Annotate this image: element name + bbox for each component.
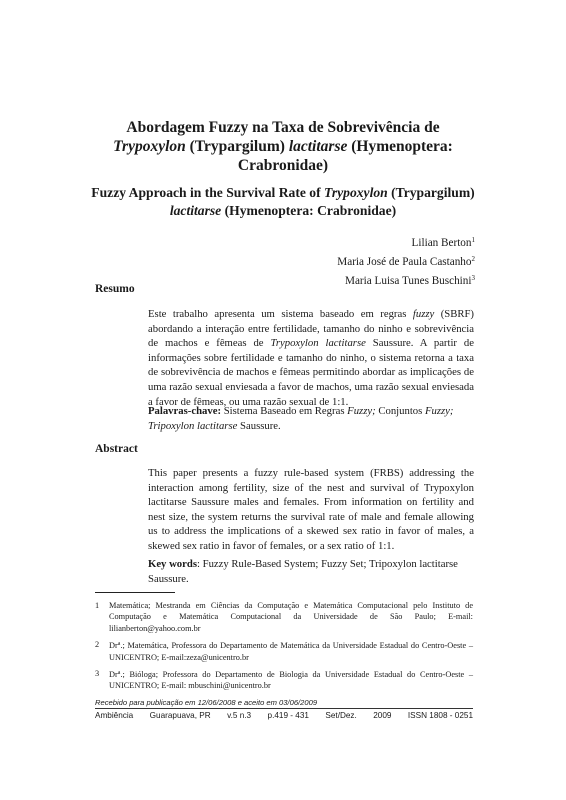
key-words: Key words: Fuzzy Rule-Based System; Fuzzy Set; Tripoxylon lactitarse Saussure.: [148, 558, 458, 585]
title-en-line-2: lactitarse (Hymenoptera: Crabronidae): [169, 203, 397, 218]
title-pt-line-2: Trypoxylon (Trypargilum) lactitarse (Hymenoptera:: [113, 138, 453, 155]
footer-year: 2009: [373, 711, 392, 720]
title-pt-line-1: Abordagem Fuzzy na Taxa de Sobrevivência de: [126, 119, 440, 136]
palavras-chave: Palavras-chave: Sistema Baseado em Regras Fuzzy; Conjuntos Fuzzy; Tripoxylon lactitarse Saussure.: [148, 405, 454, 432]
footnote-separator: [95, 592, 175, 593]
footer-city: Guarapuava, PR: [149, 711, 211, 720]
abstract-body: This paper presents a fuzzy rule-based system (FRBS) addressing the interaction among fertility, size of the nest and survival of Trypoxylon lactitarse Saussure males and females. From information on fertility and nest size, the system returns the survival rate of male and female allowing us to address the implications of a skewed sex ratio in favor of males, a skewed sex ratio in favor of females, or a sex ratio of 1:1.: [148, 467, 474, 552]
title-en-line-1: Fuzzy Approach in the Survival Rate of Trypoxylon (Trypargilum): [91, 185, 475, 200]
abstract-heading: Abstract: [95, 443, 138, 455]
footnote-3: 3 Dr$^a$.; Bióloga; Professora do Departamento de Biologia da Universidade Estadual do Centro-Oeste – UNICENTRO; E-mail: mbuschini@unicentro.br: [95, 669, 473, 691]
title-portuguese: [60, 118, 506, 175]
resumo-heading: Resumo: [95, 283, 135, 295]
footer-issn: ISSN 1808 - 0251: [407, 711, 473, 720]
author-2: Maria José de Paula Castanho$^2$: [337, 255, 475, 268]
footer-rule: [95, 708, 473, 709]
footnote-1: 1 Matemática; Mestranda em Ciências da Computação e Matemática Computacional pelo Instituto de Computação e Matemática Computacional da Universidade de São Paulo; E-mail: lilianberton@yahoo.com.br: [95, 601, 473, 633]
footer-journal: Ambiência: [95, 711, 134, 720]
author-1: Lilian Berton$^1$: [411, 236, 475, 249]
footnotes: [95, 600, 473, 697]
received-date: Recebido para publicação em 12/06/2008 e aceito em 03/06/2009: [95, 698, 318, 707]
journal-footer: [95, 711, 473, 720]
footer-volume: v.5 n.3: [227, 711, 252, 720]
footnote-2: 2 Dr$^a$.; Matemática, Professora do Departamento de Matemática da Universidade Estadual do Centro-Oeste – UNICENTRO; E-mail:zeza@unicentro.br: [95, 640, 473, 662]
author-3: Maria Luisa Tunes Buschini$^3$: [345, 274, 475, 287]
footer-months: Set/Dez.: [325, 711, 357, 720]
resumo-body: Este trabalho apresenta um sistema baseado em regras fuzzy (SBRF) abordando a interação entre fertilidade, tamanho do ninho e sobrevivência de machos e fêmeas de Trypoxylon lactitarse Saussure. A partir de informações sobre fertilidade e tamanho do ninho, o sistema retorna a taxa de sobrevivência de machos e fêmeas permitindo abordar as implicações de uma razão sexual enviesada a favor de machos, uma razão sexual enviesada a favor de fêmeas, ou uma razão sexual de 1:1.: [148, 308, 475, 408]
title-pt-line-3: Crabronidae): [237, 157, 329, 174]
author-list: [337, 232, 475, 289]
title-english: [80, 184, 486, 220]
footer-pages: p.419 - 431: [267, 711, 309, 720]
